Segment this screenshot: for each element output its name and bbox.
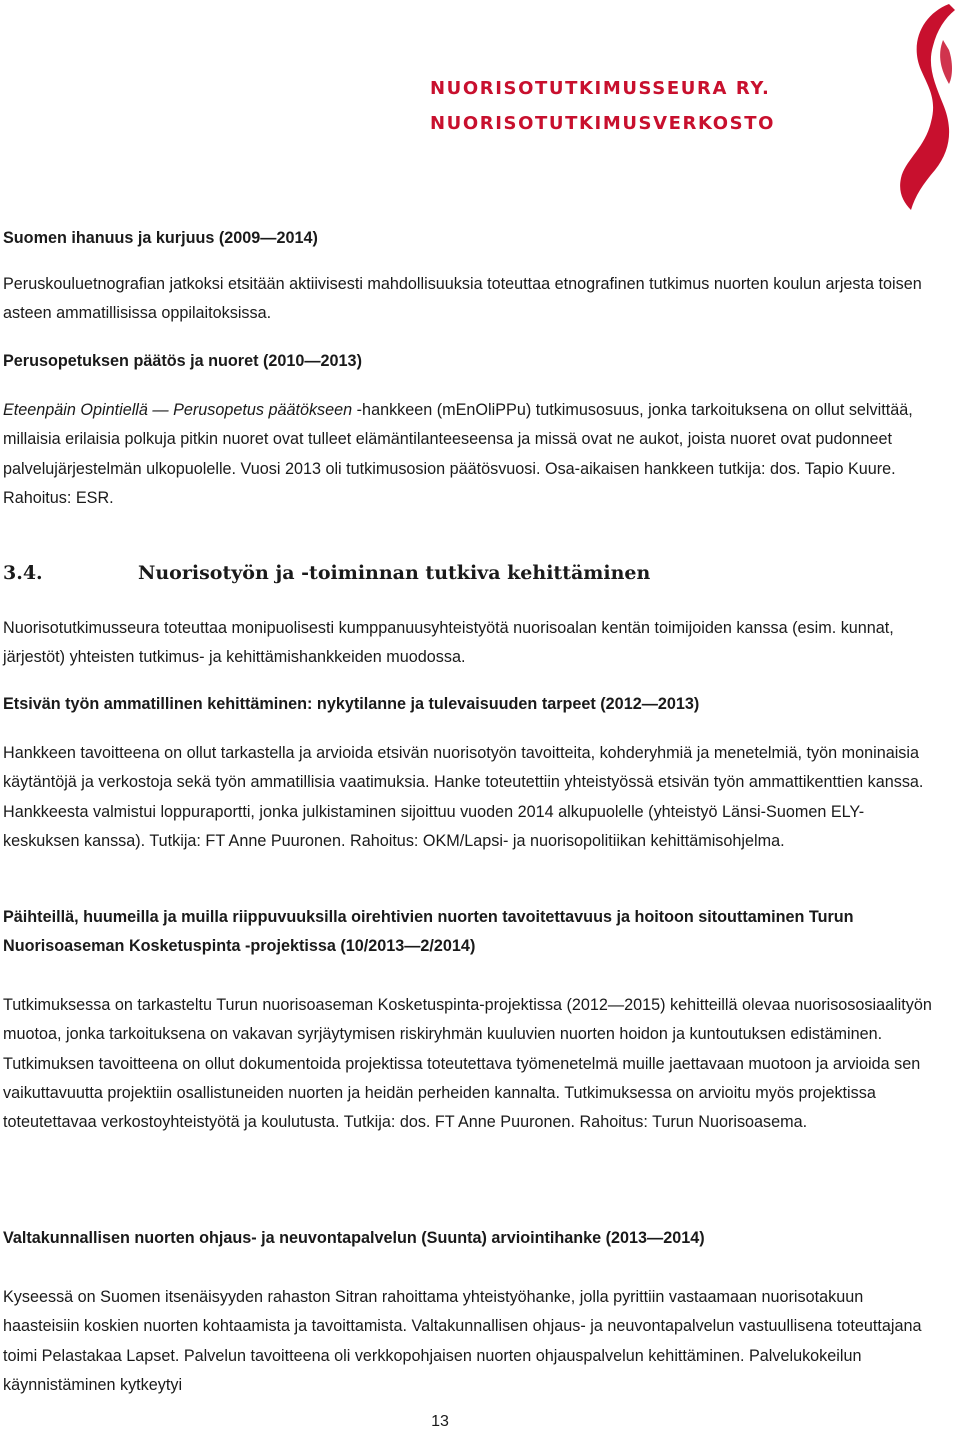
red-swirl-logo-icon — [893, 0, 960, 212]
heading-suomen-ihanuus: Suomen ihanuus ja kurjuus (2009—2014) — [3, 229, 318, 247]
page-number: 13 — [431, 1413, 449, 1430]
org-name-line1: NUORISOTUTKIMUSSEURA RY. — [430, 78, 771, 99]
heading-suunta: Valtakunnallisen nuorten ohjaus- ja neuvontapalvelun (Suunta) arviointihanke (2013—2014) — [3, 1229, 705, 1247]
org-name-line2: NUORISOTUTKIMUSVERKOSTO — [430, 113, 775, 134]
paragraph-kosketuspinta: Tutkimuksessa on tarkasteltu Turun nuorisoaseman Kosketuspinta-projektissa (2012—2015) kehitteillä olevaa nuorisososiaalityön muotoa, jonka tarkoituksena on vakavan syrjäytymisen riskiryhmän kuuluvien nuorten hoidon ja kuntoutuksen edistäminen. Tutkimuksen tavoitteena on ollut dokumentoida projektissa toteutettava työmenetelmä muille jaettavaan muotoon ja arvioida sen vaikuttavuutta projektiin osallistuneiden nuorten ja heidän perheiden kannalta. Tutkimuksessa on arvioitu myös projektissa toteutettavaa verkostoyhteistyötä ja koulutusta. Tutkija: dos. FT Anne Puuronen. Rahoitus: Turun Nuorisoasema. — [3, 996, 932, 1132]
heading-kosketuspinta: Päihteillä, huumeilla ja muilla riippuvuuksilla oirehtivien nuorten tavoitettavuus ja hoitoon sitouttaminen Turun Nuorisoaseman Kosketuspinta -projektissa (10/2013—2/2014) — [3, 908, 854, 956]
paragraph-menolippu — [3, 396, 933, 513]
paragraph-suunta: Kyseessä on Suomen itsenäisyyden rahaston Sitran rahoittama yhteistyöhanke, jolla pyrittiin vastaamaan nuorisotakuun haasteisiin koskien nuorten kohtaamista ja tavoittamista. Valtakunnallisen ohjaus- ja neuvontapalvelun vastuullisena toteuttajana toimi Pelastakaa Lapset. Palvelun tavoitteena oli verkkopohjaisen nuorten ohjauspalvelun kehittäminen. Palvelukokeilun käynnistäminen kytkeytyi — [3, 1288, 922, 1394]
project-name-italic: Eteenpäin Opintiellä — Perusopetus päätökseen — [3, 401, 353, 419]
paragraph-menolippu-text: -hankkeen (mEnOliPPu) tutkimusosuus, jonka tarkoituksena on ollut selvittää, millaisia erilaisia polkuja pitkin nuoret ovat tulleet elämäntilanteeseensa ja missä ovat ne aukot, joista nuoret ovat pudonneet palvelujärjestelmän ulkopuolelle. Vuosi 2013 oli tutkimusosion päätösvuosi. Osa-aikaisen hankkeen tutkija: dos. Tapio Kuure. Rahoitus: ESR. — [3, 401, 913, 507]
heading-perusopetuksen-paatos: Perusopetuksen päätös ja nuoret (2010—2013) — [3, 352, 362, 370]
paragraph-etsiva-tyo: Hankkeen tavoitteena on ollut tarkastella ja arvioida etsivän nuorisotyön tavoitteita, kohderyhmiä ja menetelmiä, työn moninaisia käytäntöjä ja verkostoja sekä työn ammatillisia vaatimuksia. Hanke toteutettiin yhteistyössä etsivän työn ammattikenttien kanssa. Hankkeesta valmistui loppuraportti, jonka julkistaminen sijoittuu vuoden 2014 alkupuolelle (yhteistyö Länsi-Suomen ELY-keskuksen kanssa). Tutkija: FT Anne Puuronen. Rahoitus: OKM/Lapsi- ja nuorisopolitiikan kehittämisohjelma. — [3, 744, 924, 850]
paragraph-kumppanuus: Nuorisotutkimusseura toteuttaa monipuolisesti kumppanuusyhteistyötä nuorisoalan kentän toimijoiden kanssa (esim. kunnat, järjestöt) yhteisten tutkimus- ja kehittämishankkeiden muodossa. — [3, 619, 894, 667]
section-number: 3.4. — [3, 562, 43, 584]
section-title: Nuorisotyön ja -toiminnan tutkiva kehittäminen — [138, 562, 651, 584]
paragraph-peruskouluetnografia: Peruskouluetnografian jatkoksi etsitään aktiivisesti mahdollisuuksia toteuttaa etnografinen tutkimus nuorten koulun arjesta toisen asteen ammatillisissa oppilaitoksissa. — [3, 275, 922, 323]
heading-etsiva-tyo: Etsivän työn ammatillinen kehittäminen: nykytilanne ja tulevaisuuden tarpeet (2012—2013) — [3, 695, 700, 713]
